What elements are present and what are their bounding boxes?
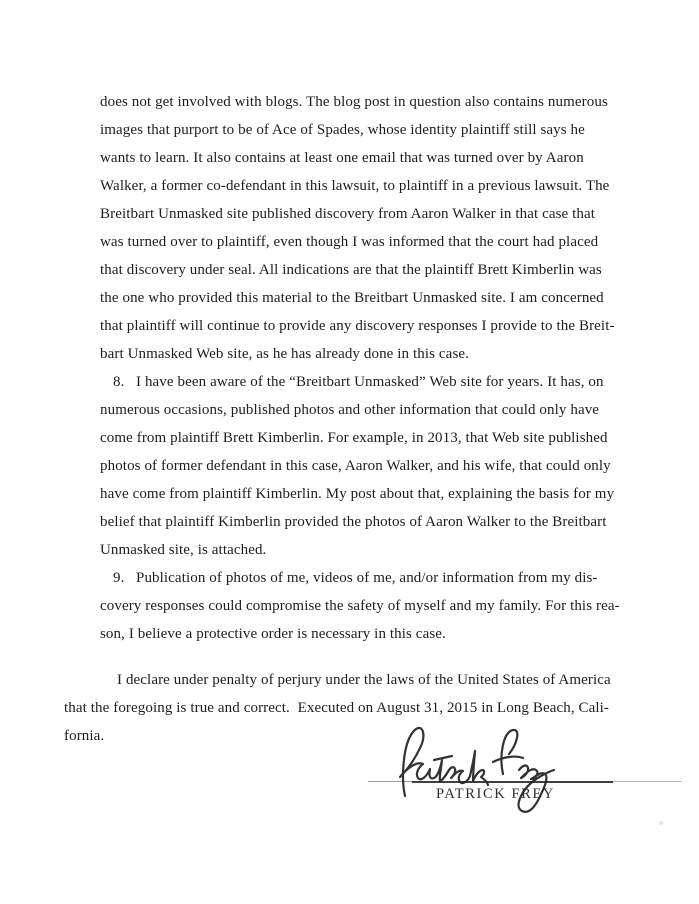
declaration-paragraph-line-1: I declare under penalty of perjury under the laws of the United States of America: [117, 672, 611, 688]
declaration-paragraph-line-2: that the foregoing is true and correct. Executed on August 31, 2015 in Long Beach, Cali-: [64, 700, 610, 716]
paragraph-9-line-2: covery responses could compromise the safety of myself and my family. For this rea-: [100, 598, 620, 614]
paragraph-9-line-3: son, I believe a protective order is necessary in this case.: [100, 626, 446, 642]
declaration-block: [64, 666, 684, 750]
paragraph-7-continuation-line-3: wants to learn. It also contains at least one email that was turned over by Aaron: [100, 150, 584, 166]
signature-typed-name: PATRICK FREY: [436, 786, 555, 802]
paragraph-8-line-5: have come from plaintiff Kimberlin. My post about that, explaining the basis for my: [100, 486, 615, 502]
paragraph-7-continuation-line-5: Breitbart Unmasked site published discovery from Aaron Walker in that case that: [100, 206, 596, 222]
paragraph-8-line-1: 8. I have been aware of the “Breitbart Unmasked” Web site for years. It has, on: [113, 374, 604, 390]
paragraph-7-continuation-line-7: that discovery under seal. All indications are that the plaintiff Brett Kimberlin was: [100, 262, 602, 278]
paragraph-9-line-1: 9. Publication of photos of me, videos of me, and/or information from my dis-: [113, 570, 598, 586]
body-text-block: [100, 88, 660, 648]
signature-line-faint-segment: [613, 781, 682, 782]
paragraph-8-line-7: Unmasked site, is attached.: [100, 542, 267, 558]
declaration-paragraph-line-3: fornia.: [64, 728, 105, 744]
paragraph-7-continuation-line-8: the one who provided this material to the Breitbart Unmasked site. I am concerned: [100, 290, 604, 306]
paragraph-7-continuation-line-9: that plaintiff will continue to provide any discovery responses I provide to the Breit-: [100, 318, 615, 334]
paragraph-8-line-2: numerous occasions, published photos and other information that could only have: [100, 402, 600, 418]
paragraph-7-continuation-line-6: was turned over to plaintiff, even though I was informed that the court had placed: [100, 234, 599, 250]
paragraph-7-continuation-line-1: does not get involved with blogs. The blog post in question also contains numerous: [100, 94, 608, 110]
paragraph-7-continuation-line-2: images that purport to be of Ace of Spades, whose identity plaintiff still says he: [100, 122, 585, 138]
scan-artifact-speck: [659, 821, 663, 825]
paragraph-7-continuation-line-4: Walker, a former co-defendant in this lawsuit, to plaintiff in a previous lawsuit. The: [100, 178, 610, 194]
paragraph-8-line-6: belief that plaintiff Kimberlin provided the photos of Aaron Walker to the Breitbart: [100, 514, 607, 530]
paragraph-8-line-4: photos of former defendant in this case, Aaron Walker, and his wife, that could only: [100, 458, 611, 474]
handwritten-signature: [391, 720, 559, 822]
paragraph-8-line-3: come from plaintiff Brett Kimberlin. For example, in 2013, that Web site published: [100, 430, 608, 446]
paragraph-7-continuation-line-10: bart Unmasked Web site, as he has already done in this case.: [100, 346, 469, 362]
